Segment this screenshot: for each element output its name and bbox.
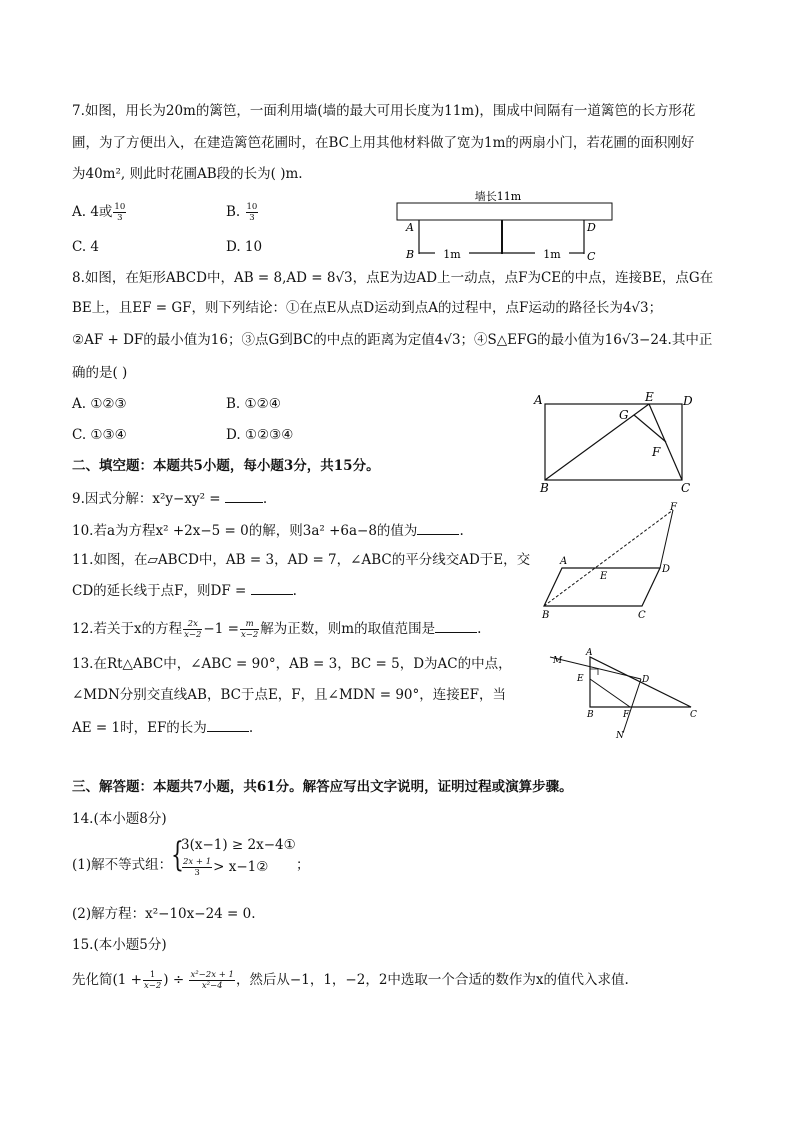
q7-option-a-prefix: A. 4或 (72, 204, 113, 220)
q12-middle: −1 = (203, 621, 239, 637)
q13-line1: 13.在Rt△ABC中，∠ABC = 90°，AB = 3，BC = 5，D为AC的中点， (72, 656, 512, 672)
q13-fig-label-n: N (616, 731, 624, 741)
q8-fig-label-c: C (681, 481, 691, 495)
q7-option-a (72, 202, 127, 223)
q10-line (72, 520, 464, 541)
q12-fraction-2-den: x−2 (240, 630, 259, 640)
q12-fraction-1-den: x−2 (184, 630, 202, 640)
q9-answer-blank[interactable] (225, 488, 263, 503)
q13-fig-label-c: C (690, 710, 697, 720)
q9-line (72, 488, 267, 509)
q15-fraction-1-den: x−2 (143, 981, 162, 991)
q8-line1: 8.如图，在矩形ABCD中，AB = 8,AD = 8√3，点E为边AD上一动点，点F为CE的中点，连接BE，点G在 (72, 270, 714, 286)
q7-fig-gate2-label: 1m (543, 248, 561, 261)
q8-fig-rectangle (545, 404, 682, 480)
q12-fraction-1-num: 2x (183, 619, 202, 630)
q8-fig-segment-gf (634, 415, 666, 442)
q7-fig-gate1-label: 1m (443, 248, 461, 261)
q11-fig-label-b: B (542, 610, 550, 621)
q8-fig-label-d: D (683, 394, 693, 408)
q7-option-b-den: 3 (249, 213, 255, 223)
q7-option-d: D. 10 (226, 239, 263, 255)
q9-text: 9.因式分解：x²y−xy² = (72, 491, 221, 507)
q7-option-c: C. 4 (72, 239, 100, 255)
q12-line (72, 618, 481, 640)
q13-fig-label-m: M (553, 656, 563, 666)
q11-line2 (72, 580, 297, 601)
q15-fraction-2-num: x²−2x + 1 (190, 970, 234, 980)
q15-prefix: 先化简(1 + (72, 972, 142, 988)
q7-option-b-num: 10 (246, 202, 258, 212)
q7-option-b (226, 202, 259, 223)
q15-line (72, 970, 629, 991)
q8-line2: BE上，且EF = GF，则下列结论：①在点E从点D运动到点A的过程中，点F运动的路径长为4√3； (72, 300, 663, 316)
q10-text: 10.若a为方程x² +2x−5 = 0的解，则3a² +6a−8的值为 (72, 523, 418, 539)
q12-fraction-2-num: m (240, 619, 259, 630)
q13-fig-label-a: A (586, 648, 593, 658)
q8-fig-label-f: F (652, 445, 661, 459)
q8-fig-segment-be (545, 404, 649, 480)
q8-option-d: D. ①②③④ (226, 427, 294, 443)
q8-fig-label-b: B (540, 481, 549, 495)
q12-tail: . (477, 621, 482, 637)
q11-fig-label-a: A (560, 556, 568, 567)
q14-inequality-2-fraction (182, 857, 212, 878)
q13-answer-blank[interactable] (207, 717, 249, 732)
q14-part2: (2)解方程：x²−10x−24 = 0. (72, 906, 256, 922)
q7-option-b-fraction (246, 202, 259, 223)
q7-option-a-fraction (113, 202, 126, 223)
q15-fraction-2 (189, 970, 234, 991)
q15-suffix: ，然后从−1，1，−2，2中选取一个合适的数作为x的值代入求值. (235, 972, 629, 988)
q14-inequality-2-num: 2x + 1 (183, 857, 212, 867)
q8-line4: 确的是( ) (72, 365, 128, 381)
q14-inequality-1: 3(x−1) ≥ 2x−4① (181, 837, 296, 853)
q14-inequality-2-den: 3 (194, 868, 200, 878)
q13-fig-segment-ef (590, 679, 630, 707)
q7-fig-label-b: B (406, 248, 415, 261)
q13-fig-ray-dn (623, 679, 641, 733)
q13-fig-label-d: D (642, 675, 650, 685)
q7-line2: 圃，为了方便出入，在建造篱笆花圃时，在BC上用其他材料做了宽为1m的两扇小门，若花圃的面积刚好 (72, 135, 695, 151)
q8-fig-label-a: A (534, 393, 543, 407)
q7-fig-wall-label: 墙长11m (474, 190, 522, 203)
q11-line1: 11.如图，在▱ABCD中，AB = 3，AD = 7，∠ABC的平分线交AD于E，交 (72, 552, 531, 568)
q13-fig-label-e: E (577, 674, 584, 684)
q11-tail: . (292, 583, 297, 599)
q13-line3-text: AE = 1时，EF的长为 (72, 720, 207, 736)
q14-part1-tail: ； (296, 857, 310, 873)
q8-figure (528, 388, 703, 498)
q11-fig-label-f: F (670, 502, 677, 513)
q8-option-b: B. ①②④ (226, 396, 281, 412)
q13-fig-label-b: B (587, 710, 594, 720)
q13-fig-right-angle-mark (590, 669, 598, 675)
q7-option-a-num: 10 (114, 202, 126, 212)
q13-line2: ∠MDN分别交直线AB，BC于点E，F，且∠MDN = 90°，连接EF，当 (72, 687, 506, 703)
q12-answer-blank[interactable] (435, 618, 477, 633)
q15-fraction-2-den: x²−4 (201, 981, 223, 991)
q8-line3: ②AF + DF的最小值为16；③点G到BC的中点的距离为定值4√3；④S△EFG的最小值为16√3−24.其中正 (72, 332, 713, 348)
q11-fig-label-e: E (600, 571, 608, 582)
q7-fig-label-d: D (587, 221, 596, 234)
q7-fig-label-a: A (406, 221, 414, 234)
q12-fraction-2 (240, 619, 259, 640)
q15-title: 15.(本小题5分) (72, 937, 167, 953)
q14-part1-prefix: (1)解不等式组： (72, 857, 173, 873)
q13-line3 (72, 717, 253, 738)
q12-fraction-1 (183, 619, 202, 640)
q14-inequality-2-rest: > x−1② (213, 859, 269, 875)
q7-line1: 7.如图，用长为20m的篱笆，一面利用墙(墙的最大可用长度为11m)，围成中间隔有一道篱笆的长方形花 (72, 103, 696, 119)
q7-option-b-prefix: B. (226, 204, 241, 220)
q14-inequality-2 (181, 857, 268, 878)
q12-suffix: 解为正数，则m的取值范围是 (260, 621, 436, 637)
q12-prefix: 12.若关于x的方程 (72, 621, 183, 637)
q15-middle: ) ÷ (163, 972, 185, 988)
section2-heading: 二、填空题：本题共5小题，每小题3分，共15分。 (72, 458, 380, 474)
q8-option-a: A. ①②③ (72, 396, 127, 412)
q13-fig-label-f: F (623, 710, 630, 720)
section3-heading: 三、解答题：本题共7小题，共61分。解答应写出文字说明，证明过程或演算步骤。 (72, 779, 573, 795)
q11-fig-label-c: C (638, 610, 646, 621)
q8-fig-label-e: E (645, 390, 654, 404)
q11-figure (536, 500, 686, 622)
q10-answer-blank[interactable] (417, 520, 459, 535)
q11-fig-label-d: D (662, 564, 671, 575)
q14-system-brace: { (171, 835, 184, 875)
q9-tail: . (262, 491, 268, 507)
q14-title: 14.(本小题8分) (72, 811, 167, 827)
q7-line3: 为40m², 则此时花圃AB段的长为( )m. (72, 166, 303, 182)
q7-option-a-den: 3 (117, 213, 123, 223)
q11-line2-text: CD的延长线于点F，则DF = (72, 583, 247, 599)
q8-fig-label-g: G (619, 408, 629, 422)
q11-answer-blank[interactable] (251, 580, 293, 595)
q10-tail: . (459, 523, 464, 539)
q7-figure (390, 188, 620, 264)
q15-fraction-1 (143, 970, 162, 991)
q7-fig-wall (397, 203, 612, 220)
q8-option-c: C. ①③④ (72, 427, 127, 443)
q15-fraction-1-num: 1 (143, 970, 162, 981)
q7-fig-label-c: C (587, 250, 596, 263)
q13-tail: . (248, 720, 254, 736)
q13-figure (546, 645, 708, 741)
